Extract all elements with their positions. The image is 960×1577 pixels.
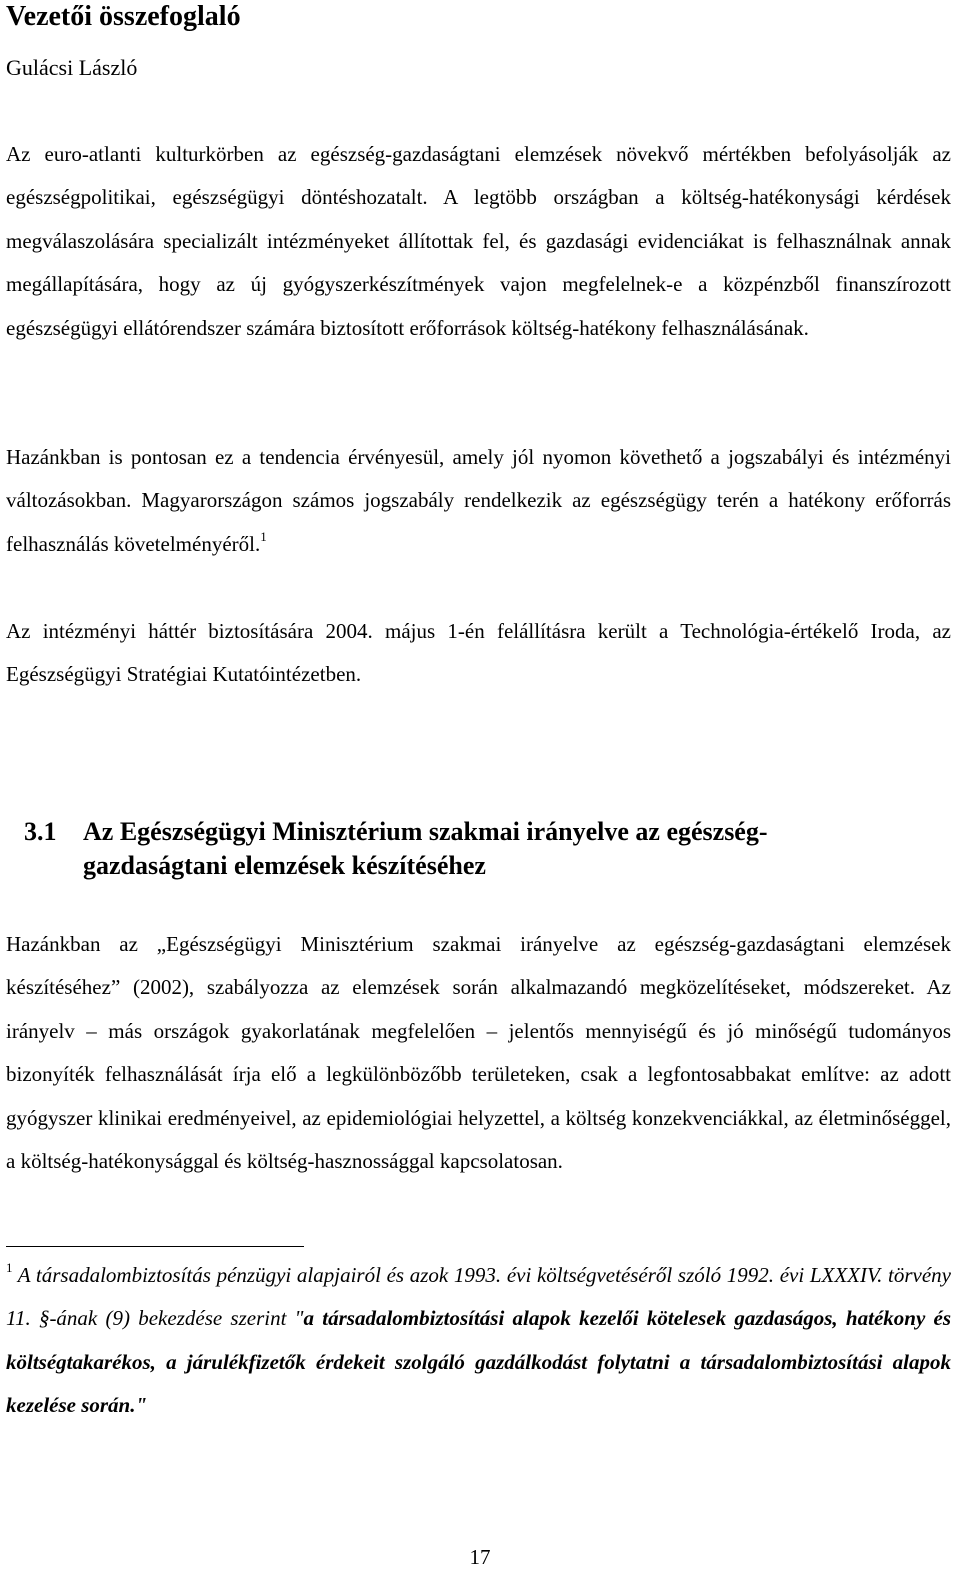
document-title: Vezetői összefoglaló (6, 1, 241, 32)
footnote-text: A társadalombiztosítás pénzügyi alapjairól és azok 1993. évi költségvetéséről szóló 1992. évi LXXXIV. törvény 11. §-ának (9) bekezdése szerint " (6, 1263, 951, 1331)
footnote-marker: 1 (6, 1260, 13, 1275)
paragraph-institution: Az intézményi háttér biztosítására 2004. május 1-én felállításra került a Technológia-értékelő Iroda, az Egészségügyi Stratégiai Kutatóintézetben. (6, 619, 951, 687)
author-name: Gulácsi László (6, 55, 138, 80)
paragraph-guideline: Hazánkban az „Egészségügyi Minisztérium szakmai irányelve az egészség-gazdaságtani elemzések készítéséhez” (2002), szabályozza az elemzések során alkalmazandó megközelítéseket, módszereket. Az irányelv – más országok gyakorlatának megfelelően – jelentős mennyiségű és jó minőségű tudományos bizonyíték felhasználását írja elő a legkülönbözőbb területeken, csak a legfontosabbakat említve: az adott gyógyszer klinikai eredményeivel, az epidemiológiai helyzettel, a költség konzekvenciákkal, az életminőséggel, a költség-hatékonysággal és költség-hasznossággal kapcsolatosan. (6, 932, 951, 1174)
footnote-separator (6, 1246, 304, 1247)
section-number: 3.1 (24, 817, 57, 846)
section-title: Az Egészségügyi Minisztérium szakmai irányelve az egészség-gazdaságtani elemzések készítéséhez (83, 817, 768, 880)
paragraph-intro: Az euro-atlanti kulturkörben az egészség-gazdaságtani elemzések növekvő mértékben befolyásolják az egészségpolitikai, egészségügyi döntéshozatalt. A legtöbb országban a költség-hatékonysági kérdések megválaszolására specializált intézményeket állítottak fel, és gazdasági evidenciákat is felhasználnak annak megállapítására, hogy az új gyógyszerkészítmények vajon megfelelnek-e a közpénzből finanszírozott egészségügyi ellátórendszer számára biztosított erőforrások költség-hatékony felhasználásának. (6, 142, 951, 340)
footnote (6, 1254, 951, 1428)
paragraph-legislation (6, 436, 951, 566)
paragraph-legislation-text: Hazánkban is pontosan ez a tendencia érvényesül, amely jól nyomon követhető a jogszabályi és intézményi változásokban. Magyarországon számos jogszabály rendelkezik az egészségügy terén a hatékony erőforrás felhasználás követelményéről. (6, 445, 951, 556)
footnote-reference: 1 (260, 528, 267, 544)
footnote-quote: a társadalombiztosítási alapok kezelői kötelesek gazdaságos, hatékony és költségtakarékos, a járulékfizetők érdekeit szolgáló gazdálkodást folytatni a társadalombiztosítási alapok kezelése során." (6, 1306, 952, 1418)
page-number: 17 (469, 1545, 491, 1569)
